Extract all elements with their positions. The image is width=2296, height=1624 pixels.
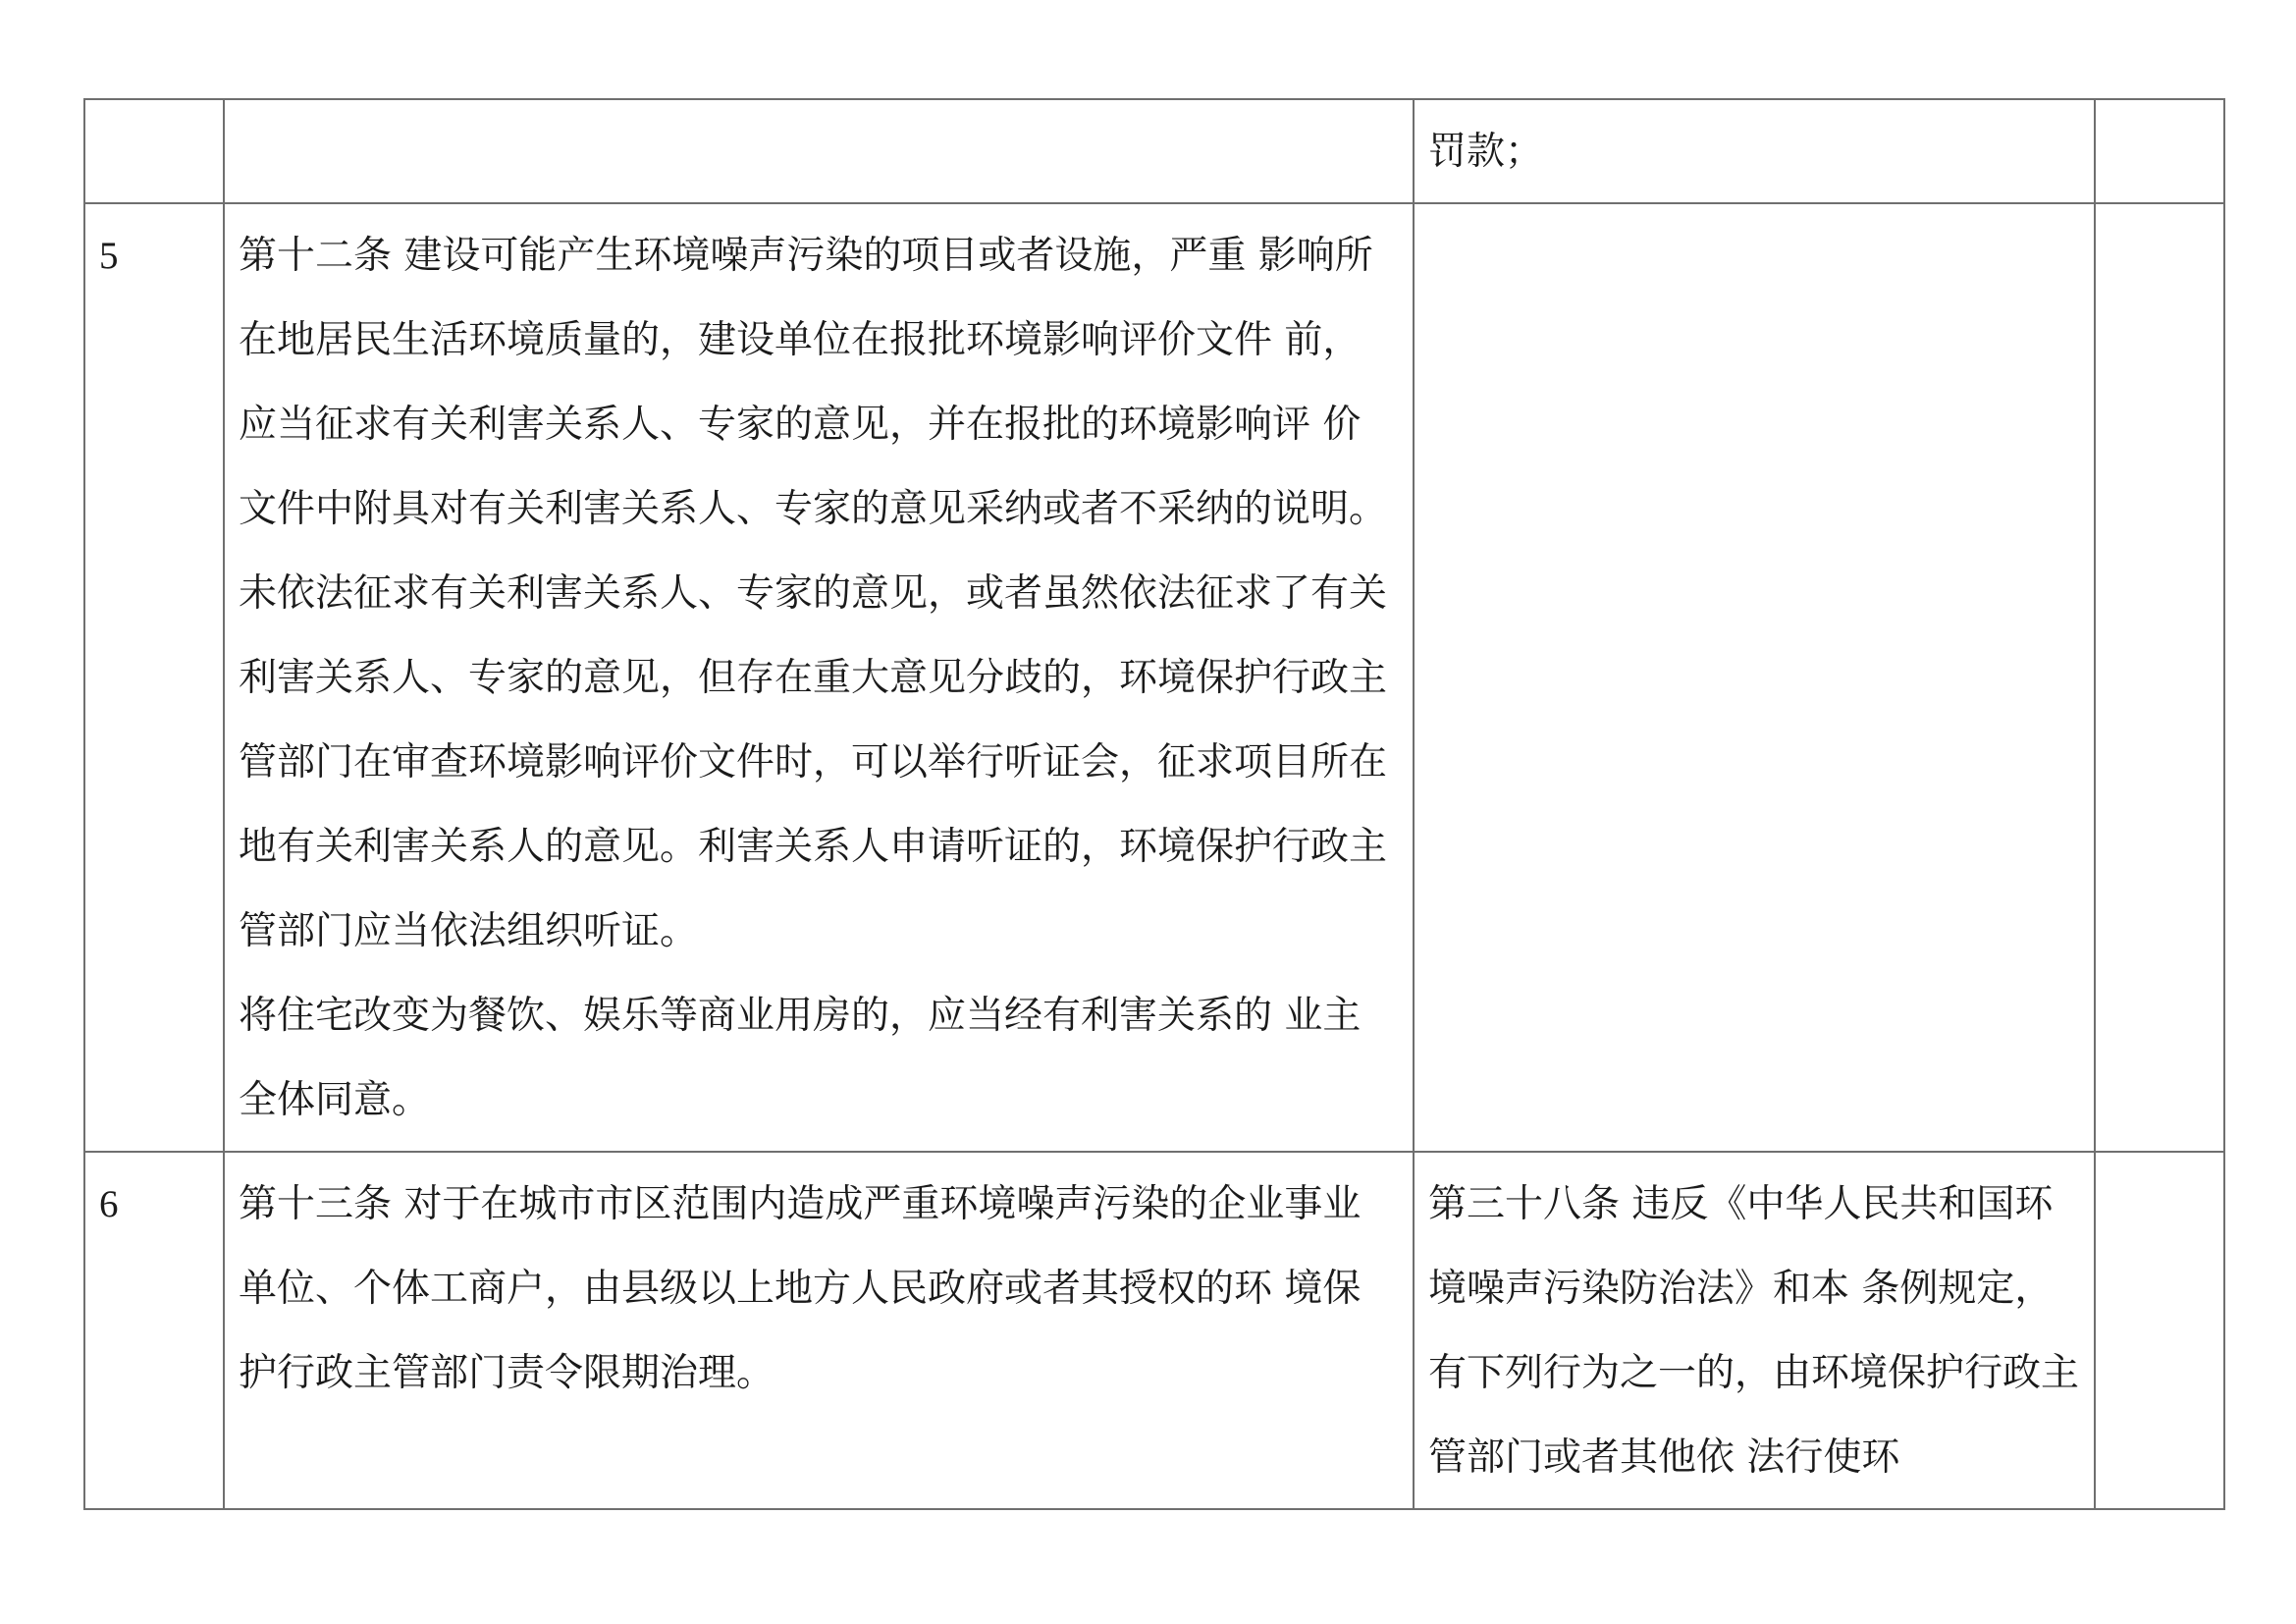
penalty-cell: 第三十八条 违反《中华人民共和国环境噪声污染防治法》和本 条例规定，有下列行为之一的，由环境保护行政主管部门或者其他依 法行使环 <box>1414 1152 2095 1509</box>
row-number-cell: 6 <box>84 1152 224 1509</box>
regulation-table <box>83 98 2225 1510</box>
table-row <box>84 1152 2224 1509</box>
penalty-cell: 罚款； <box>1414 99 2095 203</box>
provision-paragraph: 第十三条 对于在城市市区范围内造成严重环境噪声污染的企业事业单位、个体工商户，由县级以上地方人民政府或者其授权的环 境保护行政主管部门责令限期治理。 <box>239 1182 1362 1395</box>
provision-cell <box>224 99 1414 203</box>
table-row <box>84 203 2224 1152</box>
provision-cell <box>224 203 1414 1152</box>
row-number-cell <box>84 99 224 203</box>
provision-cell <box>224 1152 1414 1509</box>
note-cell <box>2095 203 2224 1152</box>
note-cell <box>2095 99 2224 203</box>
provision-paragraph: 第十二条 建设可能产生环境噪声污染的项目或者设施，严重 影响所在地居民生活环境质量的，建设单位在报批环境影响评价文件 前，应当征求有关利害关系人、专家的意见，并在报批的环境影响评 价文件中附具对有关利害关系人、专家的意见采纳或者不采纳的说明。 未依法征求有关利害关系人、专家的意见，或者虽然依法征求了有关 利害关系人、专家的意见，但存在重大意见分歧的，环境保护行政主 管部门在审查环境影响评价文件时，可以举行听证会，征求项目所在 地有关利害关系人的意见。利害关系人申请听证的，环境保护行政主 管部门应当依法组织听证。 <box>239 234 1388 953</box>
penalty-cell <box>1414 203 2095 1152</box>
table-row <box>84 99 2224 203</box>
note-cell <box>2095 1152 2224 1509</box>
provision-paragraph: 将住宅改变为餐饮、娱乐等商业用房的，应当经有利害关系的 业主全体同意。 <box>239 994 1362 1122</box>
row-number-cell: 5 <box>84 203 224 1152</box>
